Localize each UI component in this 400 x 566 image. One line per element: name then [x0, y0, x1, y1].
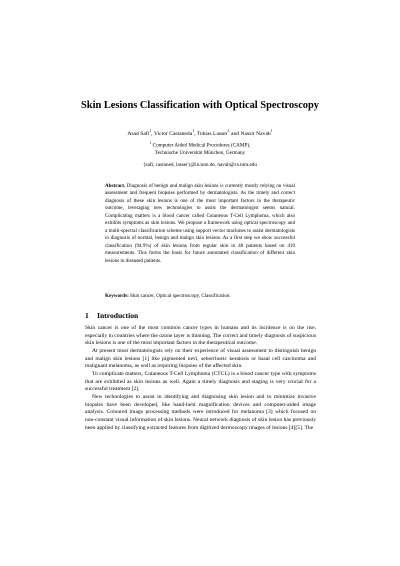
author-name: Victor Castaneda [153, 130, 193, 137]
affiliation-marker: 1 [149, 129, 152, 133]
section-title: Introduction [97, 311, 139, 320]
author-name: Nassir Navab [240, 130, 271, 137]
affiliation-marker: 1 [149, 141, 152, 145]
affiliation-marker: 1 [270, 129, 273, 133]
author-separator: , [194, 130, 197, 137]
author-list [0, 127, 400, 138]
keywords-label: Keywords: [105, 293, 129, 299]
body-paragraph: At present most dermatologists rely on their experience of visual assessment to distinguish benign and malign skin lesions [1] like pigmented nevi, seborrhoeic keratosis or basal cell carcinoma and malignant melanoma, as well as requiring biopsies of the affected skin. [85, 347, 316, 370]
section-body [85, 325, 316, 432]
author-emails: {safi, castaned, lasser}@in.tum.de, navab@cs.tum.edu [143, 162, 257, 168]
author-separator: , [151, 130, 154, 137]
affiliation-marker: 1 [227, 129, 230, 133]
body-paragraph: Skin cancer is one of the most common cancer types in humans and its incidence is on the rise, especially in countries where the ozone layer is thinning. The correct and timely diagnosis of suspicious skin lesions is one of the most important factors in the therapeutical outcome. [85, 325, 316, 347]
paper-title: Skin Lesions Classification with Optical Spectroscopy [81, 100, 319, 111]
author-name: Tobias Lasser [196, 130, 228, 137]
section-heading [85, 311, 138, 321]
affiliation-institute: Computer Aided Medical Procedures (CAMP), [151, 142, 251, 149]
author-separator: and [229, 130, 241, 137]
keywords [105, 293, 295, 300]
abstract-label: Abstract. [105, 183, 126, 189]
body-paragraph: To complicate matters, Cutaneous T-Cell Lymphoma (CTCL) is a blood cancer type with symptoms that are exhibited as skin lesions as well. Again a timely diagnosis and staging is very crucial for a successful treatment [2]. [85, 370, 316, 393]
keywords-text: Skin cancer, Optical spectroscopy, Classification. [128, 293, 231, 299]
affiliation-marker: 1 [192, 129, 195, 133]
author-name: Asad Safi [127, 130, 150, 137]
body-paragraph: New technologies to assist in identifying and diagnosing skin lesion and to minimize invasive biopsies have been developed, like hand-held magnification devices and computer-aided image analysis. Coloured image processing methods were introduced for melanoma [3] which focused on non-constant visual information of skin lesions. Neural network diagnosis of skin lesion has previously been applied by classifying extracted features from digitized dermoscopy images of lesions [4][5]. The [85, 393, 316, 431]
section-number: 1 [85, 311, 89, 320]
affiliation-university: Technische Universität München, Germany [154, 149, 246, 156]
abstract-text: Diagnosis of benign and malign skin lesions is currently mostly relying on visual assessment and frequent biopsies performed by dermatologists. As the timely and correct diagnosis of these skin lesions is one of the most important factors in the therapeutic outcome, leveraging new technologies to assist the dermatologist seems natural. Complicating matters is a blood cancer called Cutaneous T-Cell Lymphoma, which also exhibits symptoms as skin lesions. We propose a framework using optical spectroscopy and a multi-spectral classification scheme using support vector machines to assist dermatologists in diagnosis of normal, benign and malign skin lesions. As a first step we show successful classification (94.9%) of skin lesions from regular skin in 48 patients based on 410 measurements. This forms the basis for future automated classification of different skin lesions in diseased patients. [105, 183, 295, 264]
abstract [105, 183, 295, 265]
affiliation [0, 140, 400, 157]
affiliation-line [0, 140, 400, 150]
